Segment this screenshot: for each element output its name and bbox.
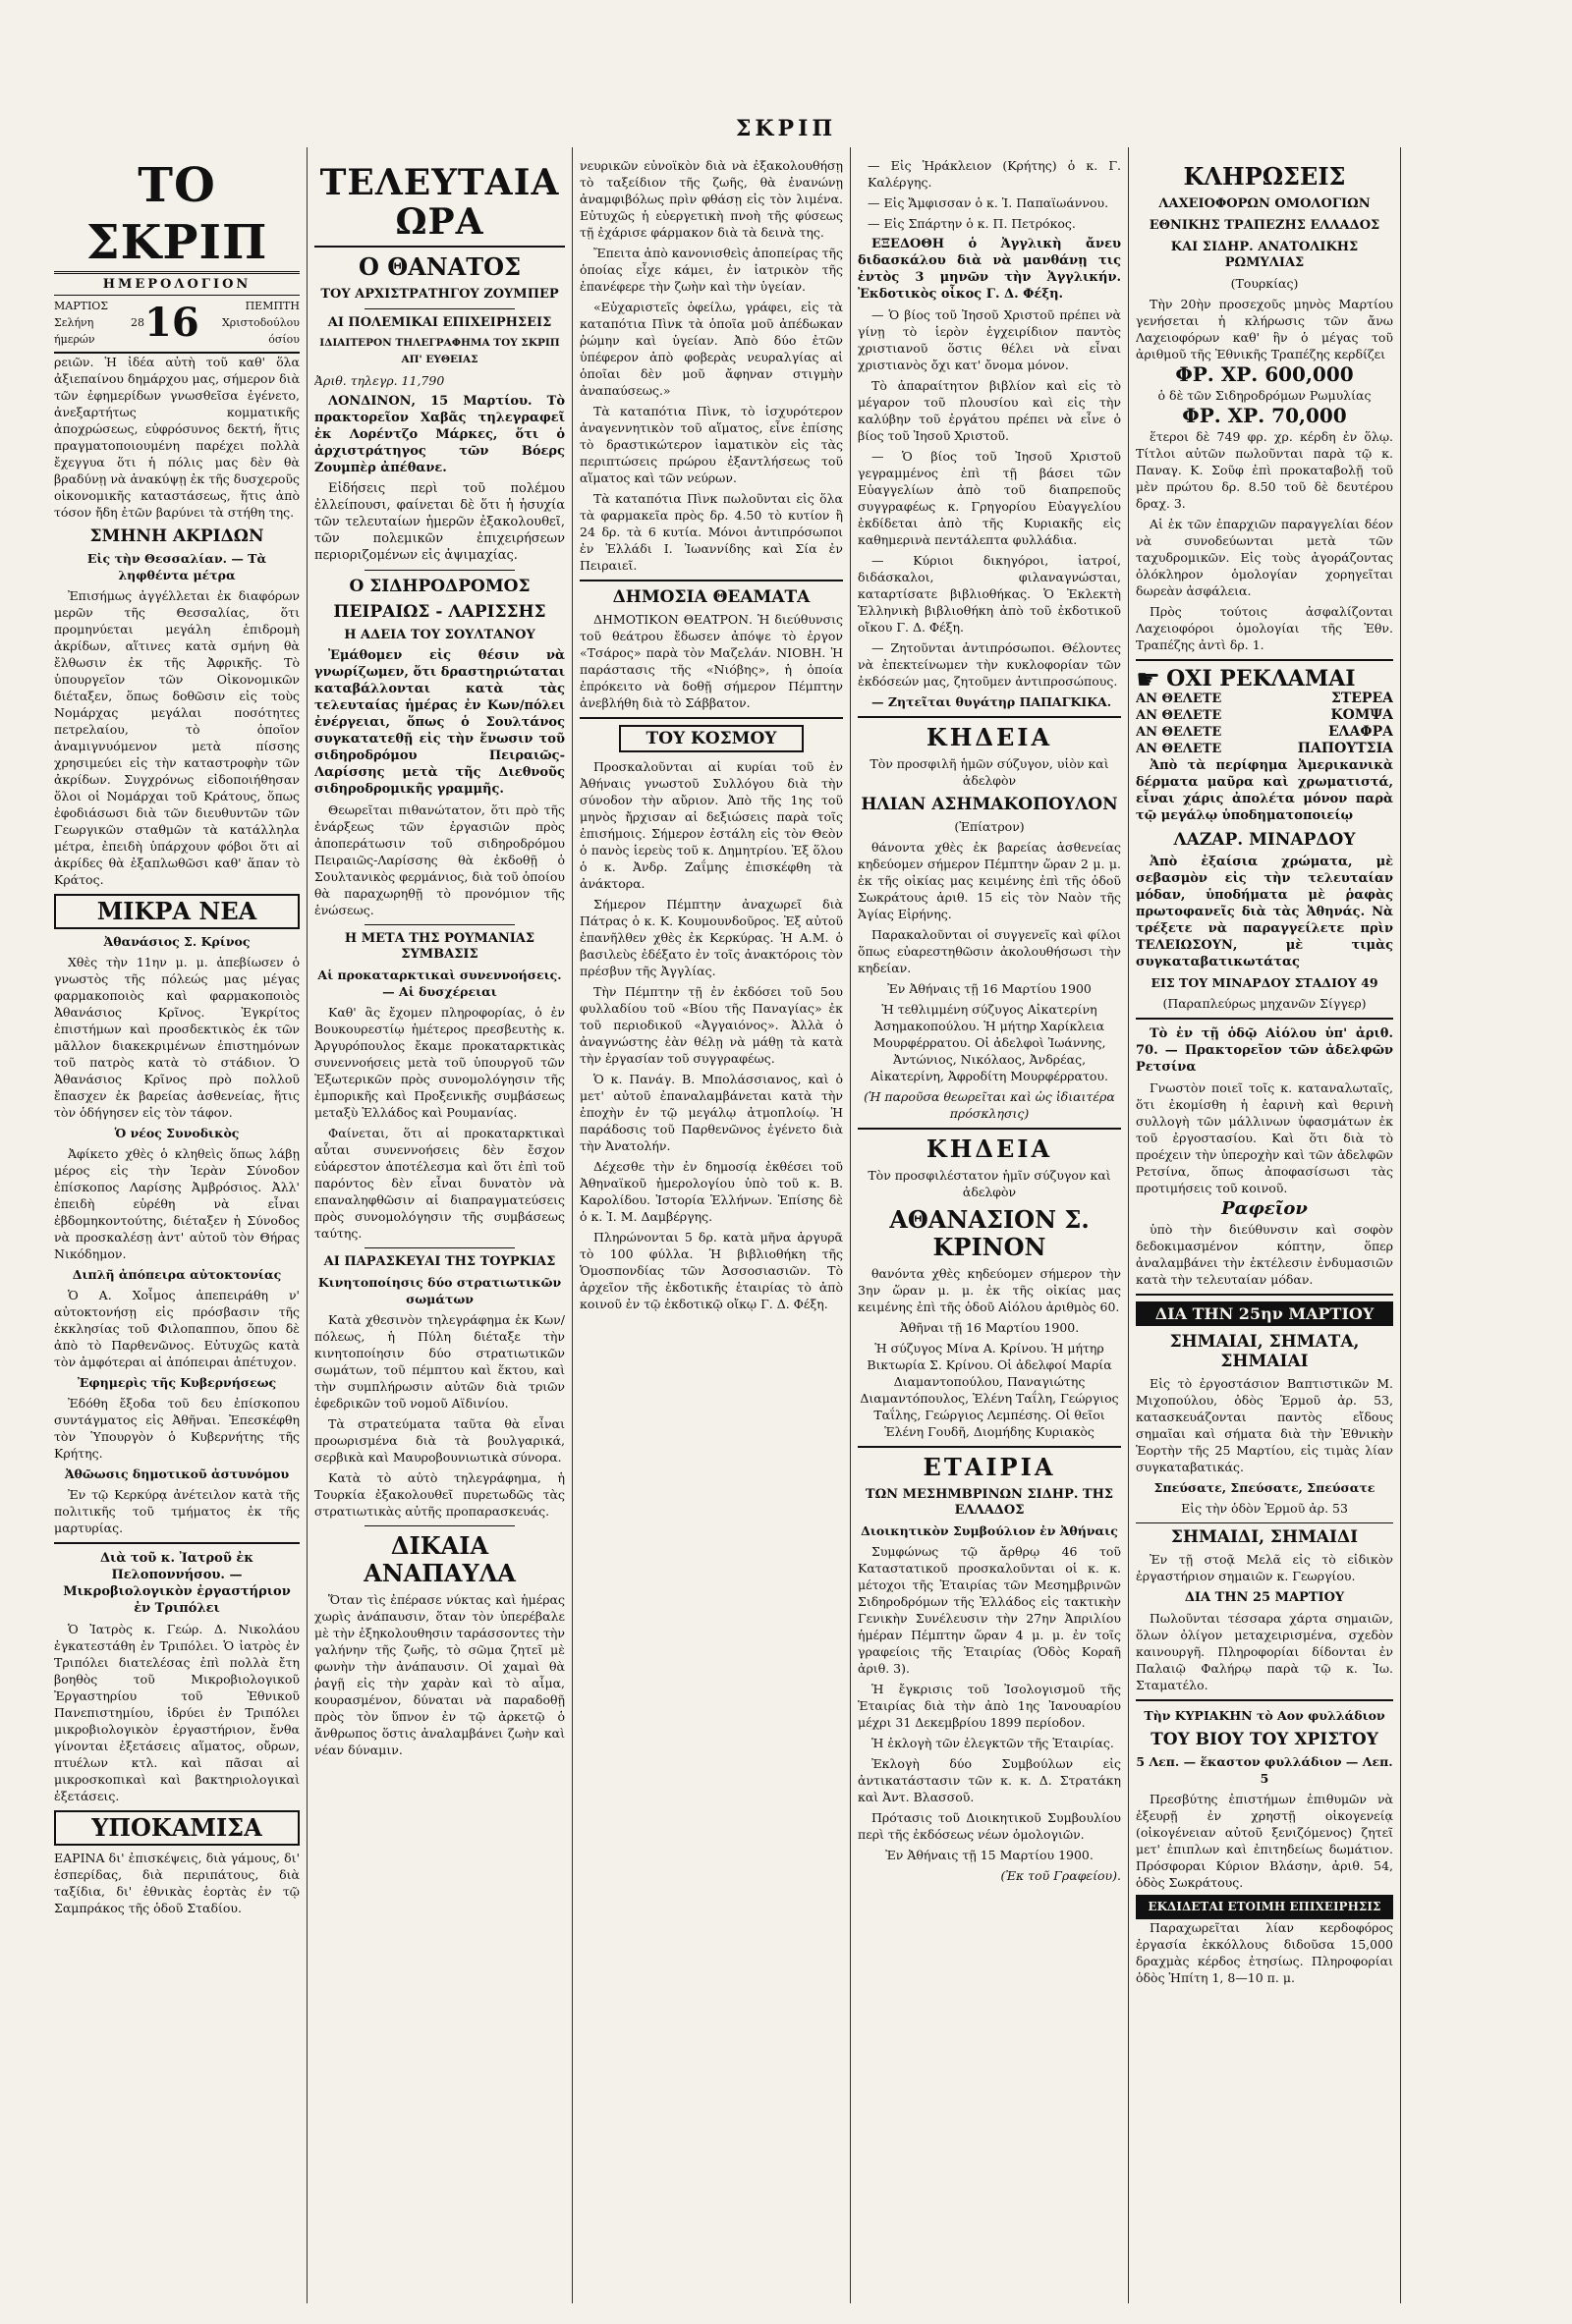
etaireia-date: Ἐν Ἀθήναις τῇ 15 Μαρτίου 1900. [885,1848,1094,1862]
column-2 [314,157,565,2298]
krinos-head: Ἀθανάσιος Σ. Κρίνος [103,934,251,949]
headline-reklamai: ΟΧΙ ΡΕΚΛΑΜΑΙ [1166,666,1356,692]
pink-text-4: Τὰ καταπότια Πὶνκ, τὸ ἰσχυρότερον ἀναγεννητικὸν τοῦ αἵματος, εἶνε ἐπίσης τὸ δραστικώτερον ἰαματικὸν εἰς τὰς περιπτώσεις πρώρου ἐξαντλήσεως τοῦ αἵματος καὶ τῶν νεύρων. [580,404,843,485]
date-month: ΜΑΡΤΙΟΣ [54,300,109,312]
headline-roumaniki: Η ΜΕΤΑ ΤΗΣ ΡΟΥΜΑΝΙΑΣ ΣΥΜΒΑΣΙΣ [344,931,535,962]
kideia1-sub: (Ἐπίατρον) [954,819,1025,834]
divider [580,717,843,719]
roumaniki-lead: Αἱ προκαταρκτικαὶ συνεννοήσεις. — Αἱ δυσχέρειαι [317,968,562,999]
saint-of-day: Χριστοδούλου όσίου [221,316,300,346]
zitountai-text: — Ζητοῦνται ἀντιπρόσωποι. Θέλοντες νὰ ἐπεκτείνωμεν τὴν κυκλοφορίαν τῶν ἐκδόσεών μας, ζητοῦμεν ἀντιπροσώπους. [858,640,1121,689]
etaireia-sign: (Ἐκ τοῦ Γραφείου). [1000,1868,1121,1883]
iatros-text: Ὁ Ἰατρὸς κ. Γεώρ. Δ. Νικολάου ἐγκατεστάθη ἐν Τριπόλει. Ὁ ἰατρὸς ἐν Τριπόλει διατελέσας ἐπὶ πολλὰ ἔτη βοηθὸς τοῦ Μικροβιολογικοῦ Ἐργαστηρίου τοῦ Ἐθνικοῦ Πανεπιστημίου, ἱδρύει ἐν Τριπόλει μικροβιολογικὸν ἐργαστήριον, ἔνθα γίνονται ἐξετάσεις αἵματος, οὔρων, πτυέλων κτλ. καὶ πᾶσαι αἱ μικροσκοπικαὶ καὶ βακτηριολογικαὶ ἐξετάσεις. [54,1622,300,1803]
headline-ypokamisa: ΥΠΟΚΑΜΙΣΑ [54,1810,300,1846]
diplh-head: Διπλῆ ἀπόπειρα αὐτοκτονίας [72,1267,282,1282]
ad-row-left: ΑΝ ΘΕΛΕΤΕ [1136,725,1222,740]
headline-kosmou: ΤΟΥ ΚΟΣΜΟΥ [619,725,804,752]
tripl-text: — Ζητεῖται θυγάτηρ ΠΑΠΑΓΚΙΚΑ. [871,694,1112,709]
headline-simaidi: ΣΗΜΑΙΔΙ, ΣΗΜΑΙΔΙ [1136,1522,1393,1547]
ad-row-right: ΣΤΕΡΕΑ [1330,691,1393,706]
dia25-text: Πωλοῦνται τέσσαρα χάρτα σημαιῶν, ὅλων ὀλίγον μεταχειρισμένα, σχεδὸν καινουργῆ. Πληροφορίαι δίδονται ἐν Παλαιῷ Φαλήρῳ παρὰ τῷ κ. Ἰω. Σταματέλο. [1136,1611,1393,1692]
tourkia-text: Κατὰ χθεσινὸν τηλεγράφημα ἐκ Κων/πόλεως, ἡ Πύλη διέταξε τὴν κινητοποίησιν δύο στρατιωτικῶν σωμάτων, τοῦ πέμπτου καὶ ἕκτου, καὶ τὴν συμπλήρωσιν αὐτῶν διὰ τριῶν ἐφεδρικῶν τοῦ νομοῦ Αϊδινίου. [314,1312,565,1411]
akridon-lead: Εἰς τὴν Θεσσαλίαν. — Τὰ ληφθέντα μέτρα [86,551,267,582]
headline-epixeiriseis: ΑΙ ΠΟΛΕΜΙΚΑΙ ΕΠΙΧΕΙΡΗΣΕΙΣ [327,315,552,330]
headline-teleutaia-ora: ΤΕΛΕΥΤΑΙΑ ΩΡΑ [314,163,565,248]
iatros-lead: Διὰ τοῦ κ. Ἰατροῦ ἐκ Πελοποννήσου. — Μικροβιολογικὸν ἐργαστήριον ἐν Τριπόλει [63,1551,291,1616]
kyrioi-text: — Κύριοι δικηγόροι, ἰατροί, διδάσκαλοι, φιλαναγνώσται, καταρτίσατε βιβλιοθήκας. Ὁ Ἐκλεκτὴ Ἑλληνικὴ βιβλιοθήκη ἀπὸ τοῦ ἐκδοτικοῦ οἴκου Γ. Δ. Φέξη. [858,553,1121,635]
headline-dikaia: ΔΙΚΑΙΑ ΑΝΑΠΑΥΛΑ [364,1531,516,1587]
rafeion-text: ὑπὸ τὴν διεύθυνσιν καὶ σοφὸν δεδοκιμασμένον κόπτην, ὅπερ ἀναλαμβάνει τὴν ἐκτέλεσιν ἐνδυμασιῶν κατὰ τὴν τελευταίαν μόδαν. [1136,1222,1393,1287]
kideia1-text: θάνοντα χθὲς ἐκ βαρείας ἀσθενείας κηδεύομεν σήμερον Πέμπτην ὥραν 2 μ. μ. ἐκ τῆς οἰκίας μας κειμένης ἐπὶ τῆς ὁδοῦ Σωκράτους ἀριθ. 15 εἰς τὸν Ναὸν τῆς Ἁγίας Εἰρήνης. [858,840,1121,921]
headline-thanatos: Ο ΘΑΝΑΤΟΣ [358,252,522,281]
headline-kliroseis-4: ΚΑΙ ΣΙΔΗΡ. ΑΝΑΤΟΛΙΚΗΣ ΡΩΜΥΛΙΑΣ [1170,240,1359,270]
theoreitai-text: Θεωρεῖται πιθανώτατον, ὅτι πρὸ τῆς ἐνάρξεως τῶν ἐργασιῶν πρὸς ἀποπεράτωσιν τοῦ σιδηροδρόμου Πειραιῶς-Λαρίσσης θὰ ἐκδοθῇ ὁ Σουλτανικὸς φερμάνιος, διὰ τοῦ ὁποίου θὰ παραχωρηθῇ τὸ προνόμιον τῆς ἑνώσεως. [314,802,565,917]
divider [1136,1699,1393,1701]
column-1 [54,157,300,2298]
vios-text-2: Τὸ ἀπαραίτητον βιβλίον καὶ εἰς τὸ μέγαρον τοῦ πλουσίου καὶ εἰς τὴν καλύβην τοῦ ἐργάτου πρέπει νὰ εἶνε ὁ βίος τοῦ Ἰησοῦ Χριστοῦ. [858,378,1121,443]
headline-peiraios: ΠΕΙΡΑΙΩΣ - ΛΑΡΙΣΣΗΣ [333,602,546,622]
headline-tourkia: ΑΙ ΠΑΡΑΣΚΕΥΑΙ ΤΗΣ ΤΟΥΡΚΙΑΣ [323,1254,556,1269]
vios-text-1: — Ὁ βίος τοῦ Ἰησοῦ Χριστοῦ πρέπει νὰ γίνῃ τὸ ἱερὸν ἐγχειρίδιον παντὸς χριστιανοῦ ὅστις θέλει νὰ εἶναι χριστιανὸς ὄχι κατ' ὄνομα μόνον. [858,307,1121,372]
etaireia-text: Συμφώνως τῷ ἄρθρῳ 46 τοῦ Καταστατικοῦ προσκαλοῦνται οἱ κ. κ. μέτοχοι τῆς Ἑταιρίας τῶν Μεσημβρινῶν Σιδηροδρόμων τῆς Ἑλλάδος εἰς τακτικὴν Γενικὴν Συνέλευσιν τὴν 27ην Ἀπριλίου ἡμέραν Πέμπτην ὥραν 4 μ. μ. ἐν τοῖς γραφείοις τῆς Ἑταιρίας (Ὁδὸς Κοραῆ ἀριθ. 3). [858,1544,1121,1676]
diplh-text: Ὁ Α. Χοἶμος ἀπεπειράθη ν' αὐτοκτονήσῃ εἰς πρόσβασιν τῆς ἐκκλησίας τοῦ Φιλοπαππου, ὅπου δὲ ἀπὸ τὸ Παρθενῶνος. Εὐτυχῶς κατὰ τὸν ἀμφότεραι αἱ ἀπόπειραι ἀπέτυχον. [54,1288,300,1369]
column-5 [1136,157,1393,2298]
divider [365,1247,515,1248]
agenda-item: Ἡ ἔγκρισις τοῦ Ἰσολογισμοῦ τῆς Ἑταιρίας διὰ τὴν ἀπὸ 1ης Ἰανουαρίου μέχρι 31 Δεκεμβρίου 1899 περίοδον. [858,1682,1121,1730]
reklamai-header [1136,662,1393,695]
agenda-item: Ἐκλογὴ δύο Συμβούλων εἰς ἀντικατάστασιν τῶν κ. κ. Δ. Στρατάκη καὶ Ἀντ. Βλασσοῦ. [858,1756,1121,1804]
ypokamisa-text: ΕΑΡΙΝΑ δι' ἐπισκέψεις, διὰ γάμους, δι' ἑσπερίδας, διὰ περιπάτους, διὰ ταξίδια, δι' ἐθνικὰς ἑορτὰς ἐν τῷ Σαμπράκος τῆς ὁδοῦ Σταδίου. [54,1851,300,1915]
spevsate-address: Εἰς τὴν ὁδὸν Ἑρμοῦ ἀρ. 53 [1181,1501,1348,1516]
ad-text: Ἀπὸ τὰ περίφημα Ἀμερικανικὰ δέρματα μαῦρα καὶ χρωματιστά, εἶναι χάρις ἀπολέτα μόνον παρὰ τῷ μεγάλῳ ὑποδηματοποιείῳ [1136,758,1393,823]
kosmou-text-3: Τὴν Πέμπτην τῇ ἐν ἐκδόσει τοῦ 5ου φυλλαδίου τοῦ «Βίου τῆς Παναγίας» ἐκ τοῦ περιοδικοῦ «Ἀγγαιόνος». Ἀλλὰ ὁ ἀναγνώστης ἐὰν θέλῃ νὰ μάθῃ τὰ κατὰ τὴν ἐργασίαν τοῦ συγγραφέως. [580,984,843,1066]
headline-sidirodromos: Ο ΣΙΔΗΡΟΔΡΟΜΟΣ [349,577,531,596]
simaiai-text: Εἰς τὸ ἐργοστάσιον Βαπτιστικῶν Μ. Μιχοπούλου, ὁδὸς Ἑρμοῦ ἀρ. 53, κατασκευάζονται παντὸς εἴδους σημαῖαι καὶ σήματα διὰ τὴν Ἐθνικὴν Ἑορτὴν τῆς 25 Μαρτίου, εἰς τιμὰς λίαν συγκαταβατικάς. [1136,1376,1393,1474]
column-rule [850,147,851,2303]
kideia1-text-2: Παρακαλοῦνται οἱ συγγενεῖς καὶ φίλοι ὅπως εὐαρεστηθῶσιν ἀκολουθήσωσι τὴν κηδείαν. [858,927,1121,975]
headline-kideia-2: ΚΗΔΕΙΑ [926,1134,1053,1163]
headline-kliroseis-3: ΕΘΝΙΚΗΣ ΤΡΑΠΕΖΗΣ ΕΛΛΑΔΟΣ [1149,218,1380,233]
kliroseis-country: (Τουρκίας) [1230,276,1299,291]
kideia1-date: Ἐν Ἀθήναις τῇ 16 Μαρτίου 1900 [887,981,1092,996]
divider [580,580,843,581]
synodikos-head: Ὁ νέος Συνοδικὸς [114,1126,240,1140]
pointing-hand-icon: ☛ [1136,662,1161,695]
divider [54,1542,300,1544]
ad-row-left: ΑΝ ΘΕΛΕΤΕ [1136,708,1222,723]
kosmou-text-2: Σήμερον Πέμπτην ἀναχωρεῖ διὰ Πάτρας ὁ κ. Κ. Κουμουνδοῦρος. Ἐξ αὐτοῦ ἐπανῆλθεν χθὲς ἐκ Κερκύρας. Ἡ Α.Μ. ὁ βασιλεὺς ἐδέξατο ἐν τοῖς ἀνακτόροις τὸν πρέσβυν τῆς Ἀγγλίας. [580,897,843,978]
kideia2-sign: Ἡ σύζυγος Μίνα Α. Κρίνου. Ἡ μήτηρ Βικτωρία Σ. Κρίνου. Οἱ ἀδελφοί Μαρία Διαμαντοπούλου, Παναγιώτης Διαμαντόπουλος, Ἑλένη Ταΐλη, Γεώργιος Ταΐλης, Γεώργιος Λεμπέσης. Οἱ θεῖοι Ἑλένη Γουδῆ, Διομήδης Κυριακὸς [860,1341,1119,1439]
athoosis-text: Ἐν τῷ Κερκύρᾳ ἀνέτειλον κατὰ τῆς πολιτικῆς τοῦ τμήματος ἐκ τῆς μαρτυρίας. [54,1487,300,1535]
etaireia-board: Διοικητικὸν Συμβούλιον ἐν Ἀθήναις [861,1523,1118,1538]
tilegrafima-label: ΙΔΙΑΙΤΕΡΟΝ ΤΗΛΕΓΡΑΦΗΜΑ ΤΟΥ ΣΚΡΙΠ ΑΠ' ΕΥΘΕΙΑΣ [319,337,560,365]
ad-row [1136,724,1393,741]
pink-text-2: Ἔπειτα ἀπὸ κανονισθεὶς ἀποπείρας τῆς ὁποίας εἶχε κάμει, ἐν ἰατρικὸν τῆς ἐπανέφερε τὴν ζωὴν καὶ τὴν ὑγείαν. [580,246,843,294]
divider [1136,1018,1393,1020]
kliroseis-text-2: ὁ δὲ τῶν Σιδηροδρόμων Ρωμυλίας [1157,388,1372,403]
column-3 [580,157,843,2298]
masthead-subtitle: ΗΜΕΡΟΛΟΓΙΟΝ [54,274,300,296]
kideia1-name: ΗΛΙΑΝ ΑΣΗΜΑΚΟΠΟΥΛΟΝ [861,795,1118,814]
headline-kliroseis: ΚΛΗΡΩΣΕΙΣ [1183,162,1346,191]
agenda-item: Ἡ ἐκλογὴ τῶν ἐλεγκτῶν τῆς Ἑταιρίας. [871,1736,1114,1750]
list-item: — Εἰς Σπάρτην ὁ κ. Π. Πετρόκος. [868,216,1076,231]
column-rule [307,147,308,2303]
ad-address-note: (Παραπλεύρως μηχανῶν Σίγγερ) [1162,996,1367,1011]
ad-row-left: ΑΝ ΘΕΛΕΤΕ [1136,692,1222,706]
kosmou-text-5: Δέχεσθε τὴν ἐν δημοσίᾳ ἐκθέσει τοῦ Ἀθηναϊκοῦ ἡμερολογίου ὑπὸ τοῦ κ. Β. Καρολίδου. Ἱστορία Ἑλλήνων. Ἐπίσης δὲ ὁ κ. Ἰ. Μ. Δαμβέργης. [580,1159,843,1224]
londinon-dispatch: ΛΟΝΔΙΝΟΝ, 15 Μαρτίου. Τὸ πρακτορεῖον Χαβᾶς τηλεγραφεῖ ἐκ Λορέντζο Μάρκες, ὅτι ὁ ἀρχιστράτηγος τῶν Βόερς Ζουμπὲρ ἀπέθανε. [314,394,565,475]
headline-vios: ΤΟΥ ΒΙΟΥ ΤΟΥ ΧΡΙΣΤΟΥ [1151,1730,1378,1749]
ad-row [1136,691,1393,707]
divider [365,570,515,571]
ad-row-right: ΚΟΜΨΑ [1330,707,1393,723]
ad-shop-name: ΛΑΖΑΡ. ΜΙΝΑΡΔΟΥ [1173,830,1356,850]
divider [1136,659,1393,661]
pink-text-3: «Εὐχαριστεῖς ὀφείλω, γράφει, εἰς τὰ καταπότια Πὶνκ τὰ ὁποῖα μοῦ ἀπέδωκαν ῥώμην καὶ ὑγείαν. Ἀπὸ δύο ἐτῶν ὑπέφερον ἀπὸ φοβερὰς νευραλγίας αἱ ὁποῖαι δὲν μοῦ ἄφηναν στιγμὴν ἀναπαύσεως.» [580,300,843,398]
divider [858,1128,1121,1130]
kliroseis-text: Τὴν 20ὴν προσεχοῦς μηνὸς Μαρτίου γενήσεται ἡ κλήρωσις τῶν ἄνω Λαχειοφόρων καθ' ἣν ὁ μέγας τοῦ ἀριθμοῦ τῆς Ἐθνικῆς Τραπέζης κερδίζει [1136,297,1393,361]
adeia-text: Ἐμάθομεν εἰς θέσιν νὰ γνωρίζωμεν, ὅτι δραστηριώταται καταβάλλονται κατὰ τὰς τελευταίας ἡμέρας ἐν Κων/πόλει ἐνέργειαι, ὅπως ὁ Σουλτάνος συγκατατεθῇ εἰς τὴν ἕνωσιν τοῦ σιδηροδρόμου Πειραιῶς-Λαρίσσης μετὰ τῆς Διεθνοῦς σιδηροδρομικῆς γραμμῆς. [314,648,565,797]
retsina-text: Γνωστὸν ποιεῖ τοῖς κ. καταναλωταῖς, ὅτι ἐκομίσθη ἡ ἐαρινὴ καὶ θερινὴ συλλογὴ τῶν μάλλινων ὑφασμάτων ἐκ τοῦ ἐργοστασίου. Καὶ ὅτι διὰ τὸ προέχειν τὴν ὑπεροχὴν καὶ τῶν ἀδελφῶν Ρετσίνα, ὅπως ἀποφασίσωσι τὰς προτιμήσεις τοῦ κοινοῦ. [1136,1080,1393,1195]
headline-etaireia-sub: ΤΩΝ ΜΕΣΗΜΒΡΙΝΩΝ ΣΙΔΗΡ. ΤΗΣ ΕΛΛΑΔΟΣ [865,1487,1114,1518]
headline-adeia: Η ΑΔΕΙΑ ΤΟΥ ΣΟΥΛΤΑΝΟΥ [344,628,535,642]
divider [1136,1294,1393,1296]
krinos-text: Χθὲς τὴν 11ην μ. μ. ἀπεβίωσεν ὁ γνωστὸς τῆς πόλεώς μας μέγας φαρμακοποιὸς καὶ φαρμακοποιὸς Ἀθανάσιος Κρῖνος. Ἐγκρίτος ἐπιστήμων καὶ προσδεκτικὸς ἐκ τῶν μᾶλλον διακεκριμένων ἐπιστημόνων τοῦ πατρὸς κατὰ τὸ στάδιον. Ὁ Ἀθανάσιος Κρῖνος πρὸ πολλοῦ ἔπασχεν ἐκ βαρείας ἀσθενείας, ἥτις τὸν ὁδήγησεν εἰς τὸν τάφον. [54,955,300,1120]
tourkia-lead: Κινητοποίησις δύο στρατιωτικῶν σωμάτων [317,1275,562,1306]
kideia2-text: θανόντα χθὲς κηδεύομεν σήμερον τὴν 3ην ὥραν μ. μ. ἐκ τῆς οἰκίας μας κειμένης ἐπὶ τῆς ὁδοῦ Αἰόλου ἀριθμὸς 60. [858,1266,1121,1314]
agenda-item: Πρότασις τοῦ Διοικητικοῦ Συμβουλίου περὶ τῆς ἐκδόσεως νέων ὁμολογιῶν. [858,1810,1121,1842]
tourkia-text-3: Κατὰ τὸ αὐτὸ τηλεγράφημα, ἡ Τουρκία ἐξακολουθεῖ πυρετωδῶς τὰς στρατιωτικὰς αὐτῆς προπαρασκευάς. [314,1470,565,1519]
rafeion-title: Ραφεῖον [1221,1198,1308,1219]
retsina-head: Τὸ ἐν τῇ ὁδῷ Αἰόλου ὑπ' ἀριθ. 70. — Πρακτορεῖον τῶν ἀδελφῶν Ρετσίνα [1136,1026,1393,1075]
masthead-title: ΤΟ ΣΚΡΙΠ [54,157,300,274]
headline-25-martiou: ΔΙΑ ΤΗΝ 25ην ΜΑΡΤΙΟΥ [1136,1301,1393,1326]
kideia2-intro: Τὸν προσφιλέστατον ἡμῖν σύζυγον καὶ ἀδελφὸν [868,1168,1111,1199]
headline-simaiai: ΣΗΜΑΙΑΙ, ΣΗΜΑΤΑ, ΣΗΜΑΙΑΙ [1169,1332,1360,1371]
column-rule [1128,147,1129,2303]
ad-text-2: Ἀπὸ ἐξαίσια χρώματα, μὲ σεβασμὸν εἰς τὴν τελευταίαν μόδαν, ὑποδήματα μὲ ῥαφὰς πρωτοφανεῖς διὰ τὰς Ἀθηνάς. Νὰ τρέξετε νὰ παραγγείλετε πρὶν ΤΕΛΕΙΩΣΟΥΝ, μὲ τιμὰς συγκαταβατικωτάτας [1136,855,1393,969]
kideia1-note: (Ἡ παροῦσα θεωρεῖται καὶ ὡς ἰδιαιτέρα πρόσκλησις) [864,1089,1115,1121]
divider [365,1525,515,1526]
roumaniki-text: Καθ' ἃς ἔχομεν πληροφορίας, ὁ ἐν Βουκουρεστίῳ ἡμέτερος πρεσβευτὴς κ. Ἀργυρόπουλος ἔκαμε προκαταρκτικὰς συνεννοήσεις μετὰ τοῦ ὑπουργοῦ τῶν Ἐξωτερικῶν πρὸς συνομολόγησιν τῆς ἐμπορικῆς καὶ Προξενικῆς συμβάσεως μεταξὺ Ἑλλάδος καὶ Ρουμανίας. [314,1005,565,1120]
moon-phase: Σελήνη 28 ήμερών [54,316,145,346]
kliroseis-text-3: ἕτεροι δὲ 749 φρ. χρ. κέρδη ἐν ὅλῳ. Τίτλοι αὐτῶν πωλοῦνται παρὰ τῷ κ. Παναγ. Κ. Σοῦφ ἐπὶ προκαταβολῇ τοῦ μὲν πρώτου δρ. 8.50 τοῦ δὲ δευτέρου δραχ. 3. [1136,429,1393,511]
ad-row-right: ΕΛΑΦΡΑ [1328,724,1393,740]
headline-etaireia: ΕΤΑΙΡΙΑ [923,1453,1056,1481]
epixeirisis-text: Παραχωρεῖται λίαν κερδοφόρος ἐργασία ἐκκόλλους διδοῦσα 15,000 δραχμὰς κέρδος ἐτησίως. Πληροφορίαι ὁδὸς Ἡπίτη 1, 8—10 π. μ. [1136,1920,1393,1985]
list-item: — Εἰς Ἄμφισσαν ὁ κ. Ἰ. Παπαϊωάννου. [868,195,1109,210]
kideia2-name: ΑΘΑΝΑΣΙΟΝ Σ. ΚΡΙΝΟΝ [889,1205,1090,1261]
fainetai-text: Φαίνεται, ὅτι αἱ προκαταρκτικαὶ αὗται συνεννοήσεις δὲν ἔσχον εὐάρεστον ἀποτέλεσμα καὶ ὅτι ἐπὶ τοῦ παρόντος δὲν εἶναι δυνατὸν νὰ επαναληφθῶσιν αἱ διαπραγματεύσεις πρὸς συνομολόγησιν τῆς συμβάσεως ταύτης. [314,1126,565,1241]
prize-2: ΦΡ. ΧΡ. 70,000 [1182,404,1347,427]
kosmou-text-1: Προσκαλοῦνται αἱ κυρίαι τοῦ ἐν Ἀθήναις γνωστοῦ Συλλόγου διὰ τὴν σύνοδον τὴν αὔριον. Ἀπὸ τῆς 1ης τοῦ μηνὸς ἤρχισαν αἱ δεξιώσεις παρὰ τοῖς ἐπισήμοις. Σήμερον ἐστάλη εἰς τὸν Θεὸν ὁ πανὸς ἱερεὺς τοῦ κ. Δημητρίου. Ἐξ ὅλου ὁ κ. Ἀνδρ. Ζαΐμης ἐπισκέφθη τὰ ἀνάκτορα. [580,759,843,891]
appointments-list [858,157,1121,232]
prize-1: ΦΡ. ΧΡ. 600,000 [1175,362,1354,386]
intro-paragraph: ρειῶν. Ἡ ἰδέα αὐτὴ τοῦ καθ' ὅλα ἀξιεπαίνου δημάρχου μας, σήμερον διὰ τῶν ἐφημερίδων γνωσθεῖσα ἐγένετο, ἀνεξαρτήτως κομματικῆς ἀποχρώσεως, εὐφρόσυνος δεκτή, ἥτις πραγματοποιουμένη παρέχει πολλὰ ἔχεγγυα ὅτι ἡ πόλις μας δὲν θὰ βραδύνῃ νὰ ἀνακύψῃ ἐκ τῆς δυσχεροῦς οἰκονομικῆς καταστάσεως, ἥτις ἀπὸ τόσον ἤδη ἐτῶν βαρύνει τὰ στήθη της. [54,355,300,520]
headline-dimosia: ΔΗΜΟΣΙΑ ΘΕΑΜΑΤΑ [612,587,811,607]
kliroseis-text-5: Πρὸς τούτοις ἀσφαλίζονται Λαχειοφόροι ὁμολογίαι τῆς Ἐθν. Τραπέζης ἀντὶ δρ. 1. [1136,604,1393,652]
ad-row-right: ΠΑΠΟΥΤΣΙΑ [1297,741,1393,756]
kliroseis-text-4: Αἱ ἐκ τῶν ἐπαρχιῶν παραγγελίαι δέον νὰ συνοδεύωνται μετὰ τῶν ταχυδρομικῶν. Εἰς τοὺς ἀγοράζοντας ὁλόκληρον ὁμολογίαν χορηγεῖται δωρεὰν ἀσφάλεια. [1136,517,1393,598]
headline-epixeirisis: ΕΚΔΙΔΕΤΑΙ ΕΤΟΙΜΗ ΕΠΙΧΕΙΡΗΣΙΣ [1136,1895,1393,1919]
efmereis-text: ΕΞΕΔΟΘΗ ὁ Ἀγγλικὴ ἄνευ διδασκάλου διὰ νὰ μανθάνῃ τις ἐντὸς 3 μηνῶν τὴν Ἀγγλικήν. Ἐκδοτικὸς οἶκος Γ. Δ. Φέξη. [858,237,1121,302]
kideia2-date: Ἀθῆναι τῇ 16 Μαρτίου 1900. [899,1320,1080,1335]
vios-price: 5 Λεπ. — ἕκαστον φυλλάδιον — Λεπ. 5 [1136,1754,1393,1786]
dimosia-text: ΔΗΜΟΤΙΚΟΝ ΘΕΑΤΡΟΝ. Ἡ διεύθυνσις τοῦ θεάτρου ἔδωσεν ἀπόψε τὸ ἐργον «Τσάρος» παρὰ τὸν Μαζελάν. ΝΙΟΒΗ. Ἡ παράστασις τῆς «Νιόβης», ἡ ὁποία ἐπρόκειτο νὰ δοθῇ σήμερον Πέμπτην ἀνεβλήθη διὰ τὸ Σάββατον. [580,612,843,710]
spevsate: Σπεύσατε, Σπεύσατε, Σπεύσατε [1153,1480,1376,1495]
kideia1-intro: Τὸν προσφιλῆ ἡμῶν σύζυγον, υἱὸν καὶ ἀδελφὸν [870,756,1109,788]
eidiseis-text: Εἰδήσεις περὶ τοῦ πολέμου ἐλλείπουσι, φαίνεται δὲ ὅτι ἡ ἡσυχία τῶν τελευταίων ἡμερῶν ἐξακολουθεῖ, τῶν πολεμικῶν ἐπιχειρήσεων περιοριζομένων εἰς ἀψιμαχίας. [314,481,565,563]
synodikos-text: Ἀφίκετο χθὲς ὁ κληθεὶς ὅπως λάβῃ μέρος εἰς τὴν Ἱερὰν Σύνοδον ἐπίσκοπος Λαρίσης Ἀμβρόσιος. Ἀλλ' ἐπειδὴ εὑρέθη νὰ εἶναι ἐβδομηκοντούτης, διέταξεν ἡ Σύνοδος νὰ προσκαλέσῃ ἀντ' αὐτοῦ τὸν Θήρας Νικόδημον. [54,1146,300,1261]
pink-text-1: νευρικῶν εὐνοϊκὸν διὰ νὰ ἐξακολουθήσῃ τὸ ταξείδιον τῆς ζωῆς, θὰ ἐνανώνῃ ἀναμφιβόλως πρὶν φθάσῃ εἰς τὸν λιμένα. Εὐτυχῶς ἡ εὐεργετικὴ πνοὴ τῆς φύσεως τῇ ἐχάρισε φάρμακον διὰ τὰ δεινὰ της. [580,158,843,240]
headline-thanatos-sub: ΤΟΥ ΑΡΧΙΣΤΡΑΤΗΓΟΥ ΖΟΥΜΠΕΡ [320,287,559,302]
ad-row [1136,741,1393,757]
running-head: ΣΚΡΙΠ [735,116,837,141]
headline-mikra-nea: ΜΙΚΡΑ ΝΕΑ [54,894,300,929]
divider [858,716,1121,718]
dateline [54,296,300,354]
vios-text-3: — Ὁ βίος τοῦ Ἰησοῦ Χριστοῦ γεγραμμένος ἐπὶ τῇ βάσει τῶν Εὐαγγελίων ἀπὸ τοῦ διαπρεποῦς συγγραφέως κ. Γρηγορίου Εὐαγγελίου ἐκδίδεται ἀπὸ τῆς Κυριακῆς εἰς καθημερινὰ πεντάλεπτα φυλλάδια. [858,449,1121,547]
headline-akridon: ΣΜΗΝΗ ΑΚΡΙΔΩΝ [89,526,264,546]
tourkia-text-2: Τὰ στρατεύματα ταῦτα θὰ εἶναι προωρισμένα διὰ τὰ βουλγαρικά, σερβικὰ καὶ Μαυροβουνιωτικὰ σύνορα. [314,1416,565,1465]
list-item: — Εἰς Ἡράκλειον (Κρήτης) ὁ κ. Γ. Καλέργης. [868,158,1121,190]
simaidi-text: Ἐν τῇ στοᾷ Μελᾶ εἰς τὸ εἰδικὸν ἐργαστήριον σημαιῶν κ. Γεωργίου. [1136,1552,1393,1583]
ad-address: ΕΙΣ ΤΟΥ ΜΙΝΑΡΔΟΥ ΣΤΑΔΙΟΥ 49 [1151,975,1378,990]
divider [365,308,515,309]
athoosis-head: Ἀθῶωσις δημοτικοῦ ἀστυνόμου [64,1466,290,1481]
dikaia-text: Ὅταν τὶς ἐπέρασε νύκτας καὶ ἡμέρας χωρὶς ἀνάπαυσιν, ὅταν τὸν ὑπερέβαλε μὲ τὴν ἐξηκολουθησιν ταράσσοντες τὴν γαλήνην τῆς ζωῆς, τὸ σῶμα ζητεῖ μὲ φωνὴν τὴν ἀνάπαυσιν. Οἱ χαμαὶ θὰ ῥαγῇ εἰς τὴν χαρὰν καὶ τὸ αἷμα, κουρασμένον, δύναται νὰ παραδοθῇ πρὸς τὸν ὕπνον ἐν τῷ ἀρκετῷ ὁ ἄνθρωπος ὅστις ἀναλαμβάνει ζωὴν καὶ νέαν δύναμιν. [314,1592,565,1757]
kideia1-sign: Ἡ τεθλιμμένη σύζυγος Αἰκατερίνη Ἀσημακοπούλου. Ἡ μήτηρ Χαρίκλεια Μουρφέρρατου. Οἱ ἀδελφοὶ Ἰωάννης, Ἀντώνιος, Νικόλαος, Ἀνδρέας, Αἰκατερίνη, Ἀφροδίτη Μουρφέρρατου. [870,1002,1108,1083]
headline-kliroseis-2: ΛΑΧΕΙΟΦΟΡΩΝ ΟΜΟΛΟΓΙΩΝ [1158,196,1371,211]
ad-row [1136,707,1393,724]
kyriaki-text: Τὴν ΚΥΡΙΑΚΗΝ τὸ Αον φυλλάδιον [1144,1708,1385,1723]
efimer-text: Ἐδόθη ἔξοδα τοῦ δευ ἐπίσκοπου συντάγματος εἰς Ἀθῆναι. Ἐπεσκέφθη τὸν Ὑπουργὸν ὁ Κυβερνήτης τῆς Κρήτης. [54,1396,300,1461]
efimer-head: Ἐφημερὶς τῆς Κυβερνήσεως [77,1375,277,1390]
pink-text-5: Τὰ καταπότια Πὶνκ πωλοῦνται εἰς ὅλα τὰ φαρμακεῖα πρὸς δρ. 4.50 τὸ κυτίον ἢ 24 δρ. τὰ 6 κυτία. Μόνοι ἀντιπρόσωποι ἐν Ἑλλάδι Ι. Ἰωαννίδης καὶ Σία ἐν Πειραιεῖ. [580,491,843,573]
divider [365,924,515,925]
headline-kideia-1: ΚΗΔΕΙΑ [926,723,1053,751]
column-4 [858,157,1121,2298]
akridon-text: Ἐπισήμως ἀγγέλλεται ἐκ διαφόρων μερῶν τῆς Θεσσαλίας, ὅτι προμηνύεται μεγάλη ἐπιδρομὴ ἀκρίδων, αἵτινες κατὰ σμήνη θὰ ἔλθωσιν ἐκ τῆς Ἀφρικῆς. Τὸ ὑπουργεῖον τῶν Οἰκονομικῶν διέταξεν, ὅπως δοθῶσιν εἰς τοὺς Νομάρχας μεγάλαι ποσότητες πετρελαίου, τὸ ὁποῖον ἀναμιγνυόμενον μετὰ πίσσης χρησιμεύει εἰς τὴν καταστροφὴν τῶν ἀκρίδων. Συγχρόνως εἰδοποιήθησαν ὅλοι οἱ Νομάρχαι τοῦ Κράτους, ὅπως ἐφοδιάσωσι διὰ τῶν διευθυντῶν τῶν Γεωργικῶν σταθμῶν τὰ κατάλληλα μέτρα, ἐπειδὴ ὑπάρχουν φόβοι ὅτι αἱ ἀκρίδες θὰ ἐξαπλωθῶσι καθ' ἅπαν τὸ Κράτος. [54,588,300,887]
date-weekday: ΠΕΜΠΤΗ [245,300,300,312]
kosmou-text-6: Πληρώνονται 5 δρ. κατὰ μῆνα ἀργυρᾶ τὸ 100 φύλλα. Ἡ βιβλιοθήκη τῆς Ὁμοσπονδίας τῶν Ἀσσοσιασιῶν. Τὸ ἀρχεῖον τῆς ἐκδοτικῆς ἑταιρίας τὸ ἀπὸ κοινοῦ ἐν τῷ ἐκδοτικῷ οἴκῳ Γ. Δ. Φέξη. [580,1230,843,1311]
ad-row-left: ΑΝ ΘΕΛΕΤΕ [1136,742,1222,756]
telegram-number: Ἀριθ. τηλεγρ. 11,790 [314,373,445,388]
column-rule [1400,147,1401,2303]
divider [858,1446,1121,1448]
kosmou-text-4: Ὁ κ. Πανάγ. Β. Μπολάσσιανος, καὶ ὁ μετ' αὐτοῦ ἐπαναλαμβάνεται κατὰ τὴν ἐποχὴν ἐν τῷ μεγάλῳ ἀτμοπλοίῳ. Ἡ παράδοσις τοῦ Παρθενῶνος ἐγένετο διὰ τὴν Ἀνατολήν. [580,1072,843,1153]
column-rule [572,147,573,2303]
date-day: 16 [144,299,199,346]
headline-dia-25: ΔΙΑ ΤΗΝ 25 ΜΑΡΤΙΟΥ [1184,1590,1345,1605]
presvytis-text: Πρεσβύτης ἐπιστήμων ἐπιθυμῶν νὰ ἐξευρῇ ἐν χρηστῇ οἰκογενείᾳ (οἰκογένειαν αὐτοῦ ξενιζόμενος) ζητεῖ μετ' ἐπιπλων καὶ ἐπιτηδείως δωμάτιον. Πρόσφοραι Κύριον Βλάσην, ἀριθ. 54, ὁδὸς Σωκράτους. [1136,1792,1393,1890]
